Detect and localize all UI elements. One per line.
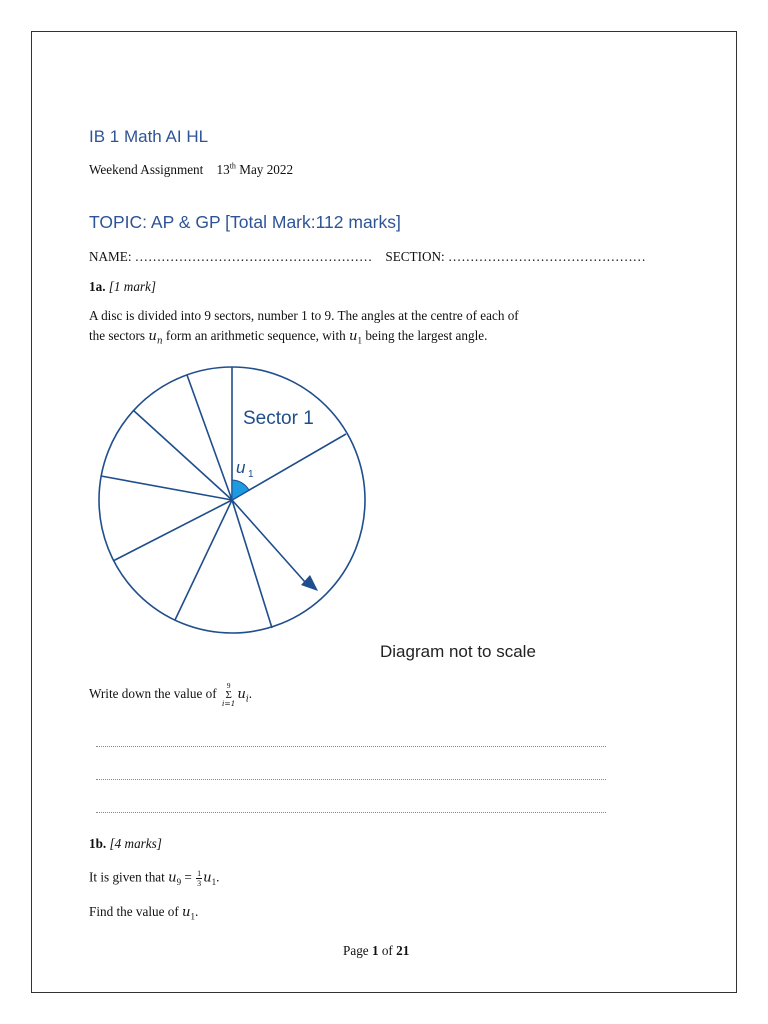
question-1a-line2b: form an arithmetic sequence, with: [165, 328, 346, 343]
math-sub-i: i: [245, 694, 249, 705]
question-1a-line1: A disc is divided into 9 sectors, number 1 to 9. The angles at the centre of each of: [89, 308, 519, 323]
sum-lower-limit: i=1: [221, 699, 236, 708]
question-1b-header: [89, 836, 162, 852]
math-sub-1: 1: [190, 911, 196, 922]
assignment-date-suffix: th: [229, 161, 236, 171]
fraction-numerator: 1: [197, 869, 202, 878]
sector-divider: [133, 410, 232, 500]
page-word: Page: [343, 943, 369, 958]
sum-notation: [222, 682, 235, 708]
fraction-denominator: 3: [197, 879, 202, 888]
page-footer: [343, 943, 409, 959]
math-sub-9: 9: [176, 877, 182, 888]
document-title: IB 1 Math AI HL: [89, 127, 209, 146]
name-label: NAME:: [89, 249, 132, 264]
arrow-line: [232, 500, 305, 582]
sector-divider: [232, 500, 272, 628]
question-1a-marks: [1 mark]: [108, 279, 157, 294]
question-1a-prompt: [89, 682, 252, 708]
math-u: u: [182, 905, 191, 920]
topic-heading: TOPIC: AP & GP [Total Mark:112 marks]: [89, 212, 401, 232]
fraction-one-third: [196, 869, 202, 888]
prompt-text: Write down the value of: [89, 686, 217, 702]
find-end: .: [195, 904, 199, 919]
angle-u1-marker: [232, 480, 249, 500]
of-word: of: [381, 943, 393, 958]
answer-line[interactable]: [96, 746, 606, 747]
sector-1-label: Sector 1: [243, 408, 314, 429]
page-number: 1: [371, 943, 379, 958]
section-label: SECTION:: [385, 249, 445, 264]
question-1b-find: [89, 904, 198, 922]
angle-label-sub: 1: [248, 469, 254, 480]
assignment-date-rest: May 2022: [239, 162, 294, 177]
math-u: u: [237, 687, 246, 703]
arrow-head: [301, 575, 318, 591]
sector-divider: [101, 476, 232, 500]
sector-divider: [113, 500, 232, 561]
sector-divider: [175, 500, 232, 620]
answer-line[interactable]: [96, 812, 606, 813]
answer-line[interactable]: [96, 779, 606, 780]
given-end: .: [216, 869, 220, 885]
math-sub-n: n: [156, 336, 163, 347]
diagram-note: Diagram not to scale: [380, 642, 536, 661]
math-equals: =: [181, 869, 196, 885]
find-text: Find the value of: [89, 904, 179, 919]
question-1b-given: [89, 869, 219, 888]
section-field[interactable]: ………………………………………: [448, 249, 646, 264]
angle-label-u: u: [236, 458, 246, 477]
math-u: u: [148, 329, 157, 344]
sum-upper-limit: 9: [226, 681, 231, 690]
sigma-symbol: Σ: [225, 689, 232, 701]
question-1a-line2c: being the largest angle.: [365, 328, 488, 343]
prompt-end: .: [248, 686, 253, 702]
assignment-date-day: 13: [216, 162, 230, 177]
question-1a-line2a: the sectors: [89, 328, 146, 343]
math-sub-1: 1: [357, 335, 363, 346]
assignment-label: Weekend Assignment: [89, 162, 204, 177]
math-sub-1: 1: [211, 877, 217, 888]
question-1b-marks: [4 marks]: [109, 836, 162, 851]
given-text: It is given that: [89, 869, 165, 885]
sector-divider: [187, 375, 232, 500]
math-u: u: [203, 870, 212, 886]
name-field[interactable]: ………………………………………………: [134, 249, 373, 264]
math-u: u: [349, 329, 358, 344]
total-pages: 21: [396, 943, 410, 958]
math-u: u: [168, 870, 177, 886]
question-1b-number: 1b.: [89, 836, 107, 851]
question-1a-number: 1a.: [89, 279, 106, 294]
